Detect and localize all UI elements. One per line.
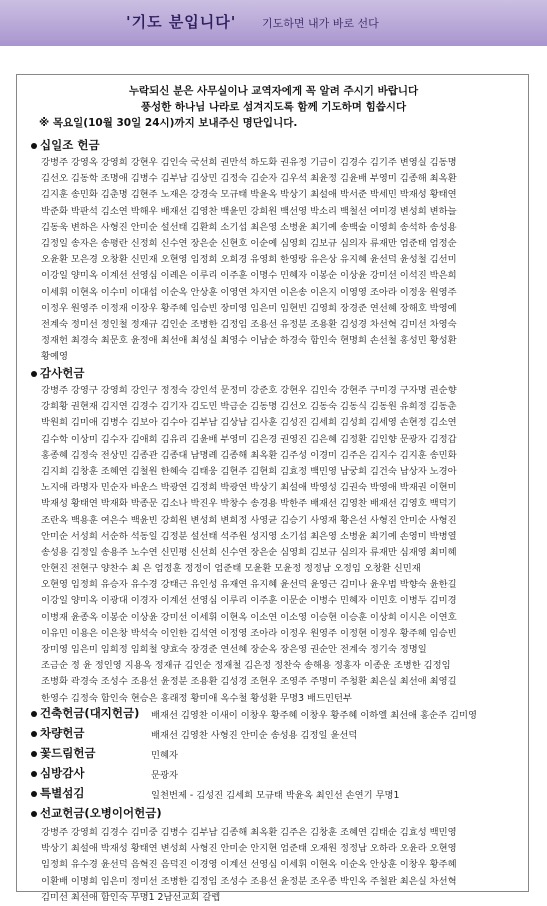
- bullet-icon: [31, 371, 37, 377]
- section-tithe-title: [31, 137, 100, 153]
- name-line: 강병주 강영구 강영희 강인구 정정숙 강인석 문정미 강준호 강현우 김인숙 강현주 구미경 구자명 권순향: [41, 385, 457, 396]
- section-title-text: 선교헌금(오병이어헌금): [40, 806, 162, 820]
- section-special-title: [31, 785, 84, 801]
- bullet-icon: [31, 731, 37, 737]
- notice-line-3: ※ 목요일(10월 30일 24시)까지 보내주신 명단입니다.: [39, 117, 298, 129]
- name-line: 안현진 전현구 양찬수 최 은 엄정훈 정정이 엄준태 모윤환 모윤정 정정남 오정임 오창환 신민재: [41, 563, 421, 575]
- name-line: 김지희 김창훈 조혜연 김철원 한혜숙 김태웅 김현주 김현희 김효정 백민영 남궁희 김건숙 남상자 노경아: [41, 465, 457, 477]
- name-line: 강병주 강영희 김경수 김미중 김병수 김부남 김종해 최옥환 김주은 김창훈 조혜연 김태순 김효성 백민영: [41, 827, 457, 838]
- name-line: 김동욱 변하은 사형진 안미순 설선태 김환희 소기섭 최은영 소병윤 최기예 송백술 이영희 송석하 송성용: [41, 221, 457, 233]
- bullet-icon: [31, 143, 37, 149]
- name-line: 한영수 김정숙 함인숙 현승은 홍래정 황미애 옥수철 황성환 무명3 배드민턴부: [41, 692, 352, 704]
- name-line: 노지애 라명자 민순자 바운스 박광연 김정희 박광연 박상기 최설애 박영성 김권숙 박영애 박재권 이현미: [41, 482, 457, 494]
- flower-names: 민혜자: [151, 750, 178, 761]
- section-relief-title: [31, 765, 84, 781]
- vehicle-names: 배재선 김영찬 사형진 안미순 송성용 김정일 윤선덕: [151, 730, 358, 741]
- name-line: 홍종혜 김정숙 전상민 김종관 김종대 남명례 김종해 최옥환 김주성 이경미 김주은 김지수 김지훈 송민화: [41, 449, 457, 461]
- name-line: 이강일 양미옥 이광대 이경자 이계선 선영심 이루리 이주훈 이문순 이병수 민혜자 이민호 이병두 김미경: [41, 595, 457, 607]
- tithe-names: [41, 155, 525, 365]
- section-flower-title: [31, 745, 96, 761]
- section-title-text: 십일조 헌금: [40, 138, 100, 152]
- name-line: 이유민 이용은 이은창 박석숙 이인한 김석연 이정영 조아라 이정우 원영주 이정현 이정우 황주혜 임승빈: [41, 627, 457, 639]
- banner-subtitle: 기도하면 내가 바로 선다: [262, 17, 379, 30]
- name-line: 김미선 최선애 함인숙 무명1 2남선교회 갈렙: [41, 891, 221, 903]
- section-title-text: 특별섬김: [40, 786, 85, 800]
- building-names: 배재선 김영찬 이새이 이창우 황주혜 이창우 황주혜 이하엘 최선애 홍순주 김미영: [151, 710, 477, 721]
- name-line: 황예영: [41, 351, 68, 363]
- name-line: 이환배 이명희 임은미 정미선 조병한 김정임 조성수 조용선 윤정분 조우종 박인옥 주철완 최은실 차선혁: [41, 875, 457, 887]
- name-line: 김수학 이상미 김수자 김애희 김유리 김윤배 부영미 김은경 권영진 김은혜 김정환 김인향 문광자 김정갑: [41, 433, 457, 445]
- name-line: 안미순 서성희 서순하 석동일 김정분 설선태 석주원 성지영 소기섭 최은영 소병윤 최기예 손영미 박병열: [41, 530, 457, 542]
- name-line: 임정희 유수경 윤선덕 음혁진 음덕진 이경영 이계선 선영심 이세휘 이현옥 이순옥 안상훈 이창우 황주혜: [41, 859, 457, 871]
- section-title-text: 차량헌금: [40, 726, 85, 740]
- name-line: 오윤환 모은경 오창환 신민재 오현영 임정희 오희경 유영희 한영랑 유은상 유지혜 윤선덕 윤성철 김선미: [41, 254, 457, 266]
- section-mission-title: [31, 805, 162, 821]
- name-line: 박재성 황태연 박재화 박종문 김소나 박진우 박창수 송경용 박한주 배재선 김영찬 배재선 김영호 백덕기: [41, 498, 457, 510]
- section-title-text: 건축헌금(대지헌금): [40, 706, 140, 720]
- notice-line-1: 누락되신 분은 사무실이나 교역자에게 꼭 알려 주시기 바랍니다: [128, 85, 419, 97]
- name-line: 박준화 박판석 김소연 박해우 배재선 김영찬 백윤민 강희원 백선영 박소리 백철선 여미경 변성희 변하늘: [41, 205, 457, 217]
- bullet-icon: [31, 751, 37, 757]
- bullet-icon: [31, 791, 37, 797]
- name-line: 정재헌 최경숙 최문호 윤정애 최선애 최성실 최영수 이남순 하경숙 함인숙 현명희 손선철 홍성민 황성환: [41, 335, 457, 347]
- name-line: 조금순 정 윤 정인영 지용옥 정재규 김인순 정재철 김은정 정찬숙 송해용 정홍자 이종운 조병한 김정임: [41, 660, 451, 672]
- name-line: 이병재 윤종옥 이봉순 이상윤 강미선 이세휘 이현옥 이소연 이소영 이승현 이승훈 이상희 이시은 이연호: [41, 611, 457, 623]
- relief-names: 문광자: [151, 770, 178, 781]
- name-line: 박원희 김미애 김병수 김보아 김수아 김부남 김상남 김사훈 김성진 김세희 김성희 김세영 손현정 김소연: [41, 417, 457, 429]
- header-banner: [0, 0, 547, 46]
- name-line: 이세휘 이현옥 이수미 이대섭 이순옥 안상훈 이영연 차지연 이은송 이은지 이영영 조아라 이정웅 원영주: [41, 286, 457, 298]
- section-title-text: 꽃드림헌금: [40, 746, 96, 760]
- notice-line-2: 풍성한 하나님 나라로 섬겨지도록 함께 기도하며 힘씁시다: [140, 101, 407, 113]
- section-vehicle-title: [31, 725, 84, 741]
- section-title-text: 감사헌금: [40, 366, 85, 380]
- name-line: 송성용 김정일 송용주 노수연 신민평 신선희 신수연 장은순 심영희 김보규 심의자 류재만 심재영 최미혜: [41, 546, 457, 558]
- name-line: 김지훈 송민화 김춘명 김현주 노재은 강경숙 모규태 박윤옥 박상기 최설애 박서준 박세민 박재성 황태연: [41, 189, 457, 201]
- name-line: 조병화 곽경숙 조성수 조용선 윤정분 조용환 김성경 조현우 조영주 주명미 주청환 최은실 최선애 최영길: [41, 676, 457, 688]
- name-line: 조란옥 백용훈 여은수 백윤빈 강희원 변성희 변희정 사영균 김승기 사영재 황은선 사형진 안미순 사형진: [41, 514, 457, 526]
- name-line: 박상기 최설애 박재성 황태연 변성희 사형진 안미순 안지현 엄준태 오재원 정정남 오하라 오윤라 오현영: [41, 843, 457, 855]
- banner-title: '기도 분입니다': [126, 13, 237, 31]
- name-line: 강병주 강영옥 강영희 강현우 김인숙 국선희 권만석 하도화 권유정 기금이 김경수 김기주 변영실 김동명: [41, 157, 457, 168]
- name-line: 이강일 양미옥 이계선 선영심 이례은 이루리 이주훈 이명수 민혜자 이봉순 이상윤 강미선 이석진 박은희: [41, 270, 457, 282]
- name-line: 이정우 원영주 이정재 이장우 황주혜 임승빈 장미영 임은미 임현빈 김영희 장경준 연선혜 장해호 박영예: [41, 302, 457, 314]
- bullet-icon: [31, 811, 37, 817]
- special-names: 일천번제 - 김성진 김세희 모규태 박윤옥 최인선 손연기 무명1: [151, 790, 400, 801]
- notice-block: [17, 83, 530, 131]
- thanks-names: [41, 383, 525, 707]
- offering-list-box: [16, 74, 529, 903]
- name-line: 전계숙 정미선 정인철 정재규 김인순 조병한 김정임 조용선 유정분 조용환 김성경 차선혁 김미선 차영숙: [41, 318, 457, 330]
- bullet-icon: [31, 711, 37, 717]
- name-line: 오현영 임정희 유승자 유수경 강태근 유인성 유재연 유지혜 윤선덕 윤영근 김미나 윤우범 박향숙 윤한길: [41, 579, 457, 591]
- section-building-title: [31, 705, 139, 721]
- section-thanks-title: [31, 365, 84, 381]
- section-title-text: 심방감사: [40, 766, 85, 780]
- mission-names: [41, 825, 525, 906]
- name-line: 강희황 권현재 김지연 김경수 김기자 김도민 박금순 김동명 김선오 김동숙 김동식 김동원 유희정 김동춘: [41, 401, 457, 413]
- name-line: 장미영 임은미 임희정 임희철 양효숙 장경준 연선혜 장순옥 장은영 권순안 전계숙 정기숙 정명일: [41, 644, 427, 655]
- name-line: 김정일 송자은 송평란 신정희 신수연 장은순 신현호 이순예 심영희 김보규 심의자 류재만 엄준태 엄정순: [41, 237, 457, 249]
- name-line: 김선오 김동학 조명애 김병수 김부남 김상민 김정숙 김순자 김우석 최윤정 김윤배 부영미 김종해 최옥환: [41, 173, 457, 185]
- bullet-icon: [31, 771, 37, 777]
